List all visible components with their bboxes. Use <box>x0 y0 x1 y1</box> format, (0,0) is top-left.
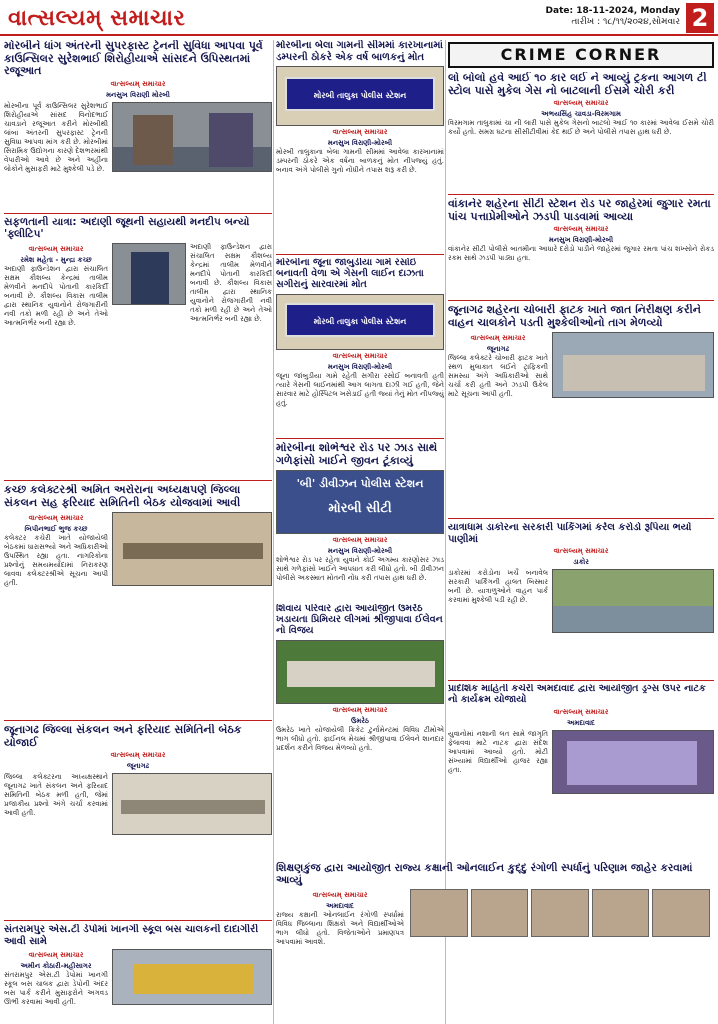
headline: મોરબીને ધાંગ અંતરની સુપરફાસ્ટ ટ્રેનની સુવિધા આપવા પૂર્વ કાઉન્સિલર સુરેશભાઈ શિરોહીયાએ સાંસદને ઉપિસ્થતમાં રજૂઆત <box>4 40 263 78</box>
byline: વાત્સલ્યમ્ સમાચાર <box>110 79 166 88</box>
police-sign-line1: 'બી' ડીવીઝન પોલીસ સ્ટેશન <box>296 477 424 491</box>
story-umreth-league <box>276 604 444 814</box>
headline: શિક્ષણકુંજ દ્વારા આયોજીત રાજ્ય કક્ષાની ઓનલાઈન કુદ્દુ રંગોળી સ્પર્ધાનું પરિણામ જાહેર કરવામાં આવ્યું <box>276 862 693 887</box>
story-divider <box>4 720 272 721</box>
police-station-photo <box>276 294 444 350</box>
story-wankaner-gambling <box>448 198 714 298</box>
place: મનસુખ વિરાણી-મોરબી <box>548 236 614 245</box>
place: બિપીનભાઈ ભુજ કચ્છ <box>24 525 88 534</box>
story-jambudiya-gas <box>276 258 444 436</box>
story-adani <box>4 216 272 416</box>
story-morbi-train <box>4 40 272 212</box>
page-number: 2 <box>686 3 714 33</box>
parking-photo <box>552 569 714 633</box>
headline: કચ્છ કલેક્ટરશ્રી અમિત અરોરાના અધ્યક્ષપણે જિલ્લા સંકલન સહ ફરિયાદ સમિતિની બેઠક યોજવામાં આવી <box>4 484 241 509</box>
byline: વાત્સલ્યમ્ સમાચાર <box>470 334 526 343</box>
byline: વાત્સલ્યમ્ સમાચાર <box>332 705 388 714</box>
date-line: Date: 18-11-2024, Monday <box>545 6 680 16</box>
headline: લો બોલો હવે આઈ ૧૦ કાર લઈ ને આવ્યું ટ્રકના આગળ ટી સ્ટોલ પાસે મુકેલ ગેસ નો બાટલાની ઈસમે ચોરી કરી <box>448 72 707 97</box>
article-text: ઉમરેઠ ખાતે યોજાયેલી ક્રિકેટ ટુર્નામેન્ટમાં વિવિધ ટીમોએ ભાગ લીધો હતો. ફાઈનલ મેચમાં શ્રીજીપાવા ઈલેવને શાનદાર પ્રદર્શન કરીને વિજય મેળવ્યો હતો. <box>276 725 444 752</box>
article-text: રાજ્ય કક્ષાની ઓનલાઈન રંગોળી સ્પર્ધામાં વિવિધ જિલ્લાના શિક્ષકો અને વિદ્યાર્થીઓએ ભાગ લીધો હતો. વિજેતાઓને પ્રમાણપત્ર આપવામાં આવશે. <box>276 911 404 947</box>
headline: જૂનાગઢ શહેરના ચોબારી ફાટક ખાતે જાત નિરીક્ષણ કરીને વાહન ચાલકોને પડતી મુશ્કેલીઓનો તાગ મેળવ્યો <box>448 304 701 329</box>
story-shobheshwar <box>276 442 444 602</box>
story-divider <box>448 300 714 301</box>
story-divider <box>448 518 714 519</box>
place: મનસુખ વિરાણી-મોરબી <box>327 139 393 147</box>
story-gas-cylinder-theft <box>448 72 714 192</box>
police-sign-line2: મોરબી સીટી <box>328 501 392 517</box>
police-sign: મોરબી તાલુકા પોલીસ સ્ટેશન <box>285 303 435 337</box>
headline: મોરબીના બેલા ગામની સીમમાં કારખાનામાં ડમ્પરની ઠોકરે એક વર્ષ બાળકનું મોત <box>276 40 443 63</box>
byline: વાત્સલ્યમ્ સમાચાર <box>553 547 609 555</box>
headline: જૂનાગઢ જિલ્લા સંકલન અને ફરિયાદ સમિતિની બેઠક યોજાઈ <box>4 724 242 749</box>
news-photo <box>112 102 272 172</box>
article-text: શોભેશ્વર રોડ પર રહેતા યુવાને કોઈ અગમ્ય કારણોસર ઝાડ સાથે ગળેફાંસો ખાઈને આપઘાત કરી લીધો હતો. બી ડીવીઝન પોલીસે અકસ્માત મોતની નોંધ કરી તપાસ હાથ ધરી છે. <box>276 556 444 583</box>
article-text: સંતરામપુર એસ.ટી ડેપોમાં ખાનગી સ્કૂલ બસ ચાલક દ્વારા ડેપોની અંદર બસ પાર્ક કરીને મુસાફરોને અગવડ ઊભી કરવામાં આવી હતી. <box>4 971 108 1006</box>
story-drug-drama <box>448 684 714 864</box>
winner-photo <box>592 889 650 937</box>
byline: વાત્સલ્યમ્ સમાચાર <box>553 225 609 234</box>
police-station-photo <box>276 66 444 126</box>
winner-photos <box>410 889 710 947</box>
winner-photo <box>531 889 589 937</box>
article-text-continued: અદાણી ફાઉન્ડેશન દ્વારા સંચાલિત સક્ષમ કૌશલ્ય કેન્દ્રમાં તાલીમ મેળવીને મનદીપે પોતાની કારકિર્દી બનાવી છે. કૌશલ્ય વિકાસ તાલીમ દ્વારા સ્થાનિક યુવાનોને રોજગારીની નવી તકો મળી રહી છે અને તેઓ આત્મનિર્ભર બની રહ્યા છે. <box>190 243 272 324</box>
story-dakor-parking <box>448 522 714 672</box>
article-text: જિલ્લા કલેક્ટરના અધ્યક્ષસ્થાને જૂનાગઢ ખાતે સંકલન અને ફરિયાદ સમિતિની બેઠક મળી હતી, જેમાં પ્રજાકીય પ્રશ્નો અંગે ચર્ચા કરવામાં આવી હતી. <box>4 773 108 818</box>
article-text: જિલ્લા કલેક્ટરે ચોબારી ફાટક ખાતે સ્થળ મુલાકાત લઈને ટ્રાફિકની સમસ્યા અંગે અધિકારીઓ સાથે ચર્ચા કરી હતી અને ઝડપી ઉકેલ માટે સૂચના આપી હતી. <box>448 354 548 399</box>
place: જૂનાગઢ <box>126 762 150 771</box>
team-photo <box>276 640 444 704</box>
winner-photo <box>652 889 710 937</box>
story-santrampur-bus <box>4 924 272 1024</box>
place: મનસુખ વિરાણી-મોરબી <box>327 547 393 556</box>
headline: મોરબીના શોભેશ્વર રોડ પર ઝાડ સાથે ગળેફાંસો ખાઈને જીવન ટૂંકાવ્યું <box>276 442 438 467</box>
article-text: વિરમગામ તાલુકામાં ચા ની લારી પાસે મુકેલ ગેસનો બાટલો આઈ ૧૦ કારમાં આવેલા ઈસમે ચોરી કર્યો હતો. સમગ્ર ઘટના સીસીટીવીમાં કેદ થઈ છે અને પોલીસે તપાસ હાથ ધરી છે. <box>448 119 714 137</box>
byline: વાત્સલ્યમ્ સમાચાર <box>28 951 84 959</box>
drama-photo <box>552 730 714 794</box>
place: મનસુખ વિરાણી-મોરબી <box>327 362 393 371</box>
winner-photo <box>410 889 468 937</box>
article-text: જૂના જાંબુડીયા ગામે રહેતી સગીરા રસોઈ બનાવતી હતી ત્યારે ગેસની લાઈનમાંથી આગ લાગતા દાઝી ગઈ હતી, જેને સારવાર માટે હોસ્પિટલ ખસેડાઈ હતી જ્યાં તેનું મોત નીપજ્યું હતું. <box>276 371 444 407</box>
headline: શિવાય પરિવાર દ્વારા આયોજીત ઉમરેઠ ખડાયતા પ્રિમિયર લીગમાં શ્રીજીપાવા ઈલેવન નો વિજય <box>276 604 443 636</box>
place: મનસુખ વિરાણી મોરબી <box>106 90 170 99</box>
police-sign: મોરબી તાલુકા પોલીસ સ્ટેશન <box>285 77 435 111</box>
article-text: અદાણી ફાઉન્ડેશન દ્વારા સંચાલિત સક્ષમ કૌશલ્ય કેન્દ્રમાં તાલીમ મેળવીને મનદીપે પોતાની કારકિર્દી બનાવી છે. કૌશલ્ય વિકાસ તાલીમ દ્વારા સ્થાનિક યુવાનોને રોજગારીની નવી તકો મળી રહી છે અને તેઓ આત્મનિર્ભર બની રહ્યા છે. <box>4 265 108 328</box>
place: અમદાવાદ <box>567 718 595 727</box>
headline: પ્રાદેશિક માહિતી કચેરી અમદાવાદ દ્વારા આયોજીત ડ્રગ્સ ઉપર નાટક નો કાર્યક્રમ યોજાયો <box>448 684 706 705</box>
byline: વાત્સલ્યમ્ સમાચાર <box>28 245 84 254</box>
story-divider <box>448 194 714 195</box>
place: ડાકોર <box>573 558 589 566</box>
meeting-photo <box>112 773 272 835</box>
column-divider <box>273 40 274 1024</box>
byline: વાત્સલ્યમ્ સમાચાર <box>332 351 388 360</box>
masthead <box>0 0 718 36</box>
winner-photo <box>471 889 529 937</box>
story-chobari-crossing <box>448 304 714 514</box>
bus-photo <box>112 949 272 1005</box>
headline: સંતરામપુર એસ.ટી ડેપોમાં ખાનગી સ્કૂલ બસ ચાલકની દાદાગીરી આવી સામે <box>4 924 259 947</box>
byline: વાત્સલ્યમ્ સમાચાર <box>332 128 388 136</box>
byline: વાત્સલ્યમ્ સમાચાર <box>312 891 368 900</box>
inspection-photo <box>552 332 714 398</box>
article-text: મોરબી તાલુકાના બેલા ગામની સીમમાં આવેલા કારખાનામાં ડમ્પરની ઠોકરે એક વર્ષના બાળકનું મોત નીપજ્યું હતું. બનાવ અંગે પોલીસે ગુનો નોંધીને તપાસ શરૂ કરી છે. <box>276 148 444 174</box>
byline: વાત્સલ્યમ્ સમાચાર <box>332 536 388 545</box>
byline: વાત્સલ્યમ્ સમાચાર <box>553 99 609 108</box>
crime-corner-banner: CRIME CORNER <box>448 42 714 68</box>
article-text: વાંકાનેર સીટી પોલીસે બાતમીના આધારે દરોડો પાડીને જાહેરમાં જુગાર રમતા પાંચ શખ્સોને રોકડ રકમ સાથે ઝડપી પાડ્યા હતા. <box>448 245 714 263</box>
place: અભયસિંહ ચાવડા-વિરમગામ <box>541 110 621 119</box>
story-divider <box>276 438 444 439</box>
story-divider <box>4 480 272 481</box>
headline: સફળતાની યાત્રા: અદાણી જૂથની સહાયથી મનદીપ બન્યો 'ફ્લીટિપ' <box>4 216 250 241</box>
article-text: મોરબીના પૂર્વ કાઉન્સિલર સુરેશભાઈ શિરોહીયાએ સાંસદ વિનોદભાઈ ચાવડાને રજૂઆત કરીને મોરબીથી લાંબા અંતરની સુપરફાસ્ટ ટ્રેનની સુવિધા આપવા માંગ કરી છે. મોરબીમાં સિરામિક ઉદ્યોગના કારણે દેશભરમાંથી વેપારીઓ આવે છે અને અહીંના લોકોને મુસાફરી માટે મુશ્કેલી પડે છે. <box>4 101 108 173</box>
story-bela-dumper <box>276 40 444 246</box>
place: અમીન કોઠારી-મહીસાગર <box>20 962 92 970</box>
newspaper-title: વાત્સલ્યમ્ સમાચાર <box>8 6 186 31</box>
story-divider <box>276 254 444 255</box>
story-divider <box>448 680 714 681</box>
byline: વાત્સલ્યમ્ સમાચાર <box>553 707 609 716</box>
headline: યાત્રાધામ ડાકોરના સરકારી પાર્કિંગમાં કરેલ કરોડો રૂપિયા ભર્યો પાણીમાં <box>448 522 692 545</box>
headline: મોરબીના જૂના જાંબુડીયા ગામે રસોઈ બનાવતી વેળા એ ગેસની લાઈન દાઝતા સગીરાનું સારવારમાં મોત <box>276 258 424 290</box>
headline: વાંકાનેર શહેરના સીટી સ્ટેશન રોડ પર જાહેરમાં જુગાર રમતા પાંચ પત્તાપ્રેમીઓને ઝડપી પાડવામાં આવ્યા <box>448 198 711 223</box>
meeting-photo <box>112 512 272 586</box>
article-text: યુવાનોમાં નશાની લત સામે જાગૃતિ ફેલાવવા માટે નાટક દ્વારા સંદેશ આપવામાં આવ્યો હતો. મોટી સંખ્યામાં વિદ્યાર્થીઓ હાજર રહ્યા હતા. <box>448 729 548 774</box>
place: ઉમરેઠ <box>351 716 369 725</box>
date-block <box>546 6 680 28</box>
article-text: કલેક્ટર કચેરી ખાતે યોજાયેલી બેઠકમાં ધારાસભ્યો અને અધિકારીઓ ઉપસ્થિત રહ્યા હતા. નાગરિકોના પ્રશ્નોનું સમયમર્યાદામાં નિરાકરણ લાવવા કલેક્ટરશ્રીએ સૂચના આપી હતી. <box>4 534 108 588</box>
story-divider <box>4 213 272 214</box>
place: અમદાવાદ <box>326 902 354 911</box>
story-rangoli-contest <box>276 862 714 1022</box>
police-station-photo <box>276 470 444 534</box>
byline: વાત્સલ્યમ્ સમાચાર <box>28 514 84 523</box>
byline: વાત્સલ્યમ્ સમાચાર <box>110 751 166 760</box>
place: રમેશ મહેતા - મુન્દ્રા કચ્છ <box>20 256 92 265</box>
portrait-photo <box>112 243 186 305</box>
story-divider <box>4 920 272 921</box>
story-junagadh-meeting <box>4 724 272 884</box>
place: જૂનાગઢ <box>486 345 510 354</box>
tithi-line: તારીખ : ૧૮/૧૧/૨૦૨૪,સોમવાર <box>571 17 680 27</box>
article-text: ડાકોરમાં કરોડોના ખર્ચે બનાવેલ સરકારી પાર્કિંગની હાલત બિસ્માર બની છે. યાત્રાળુઓને વાહન પાર્ક કરવામાં મુશ્કેલી પડી રહી છે. <box>448 569 548 604</box>
left-column <box>4 40 272 1024</box>
story-kutch-collector <box>4 484 272 680</box>
